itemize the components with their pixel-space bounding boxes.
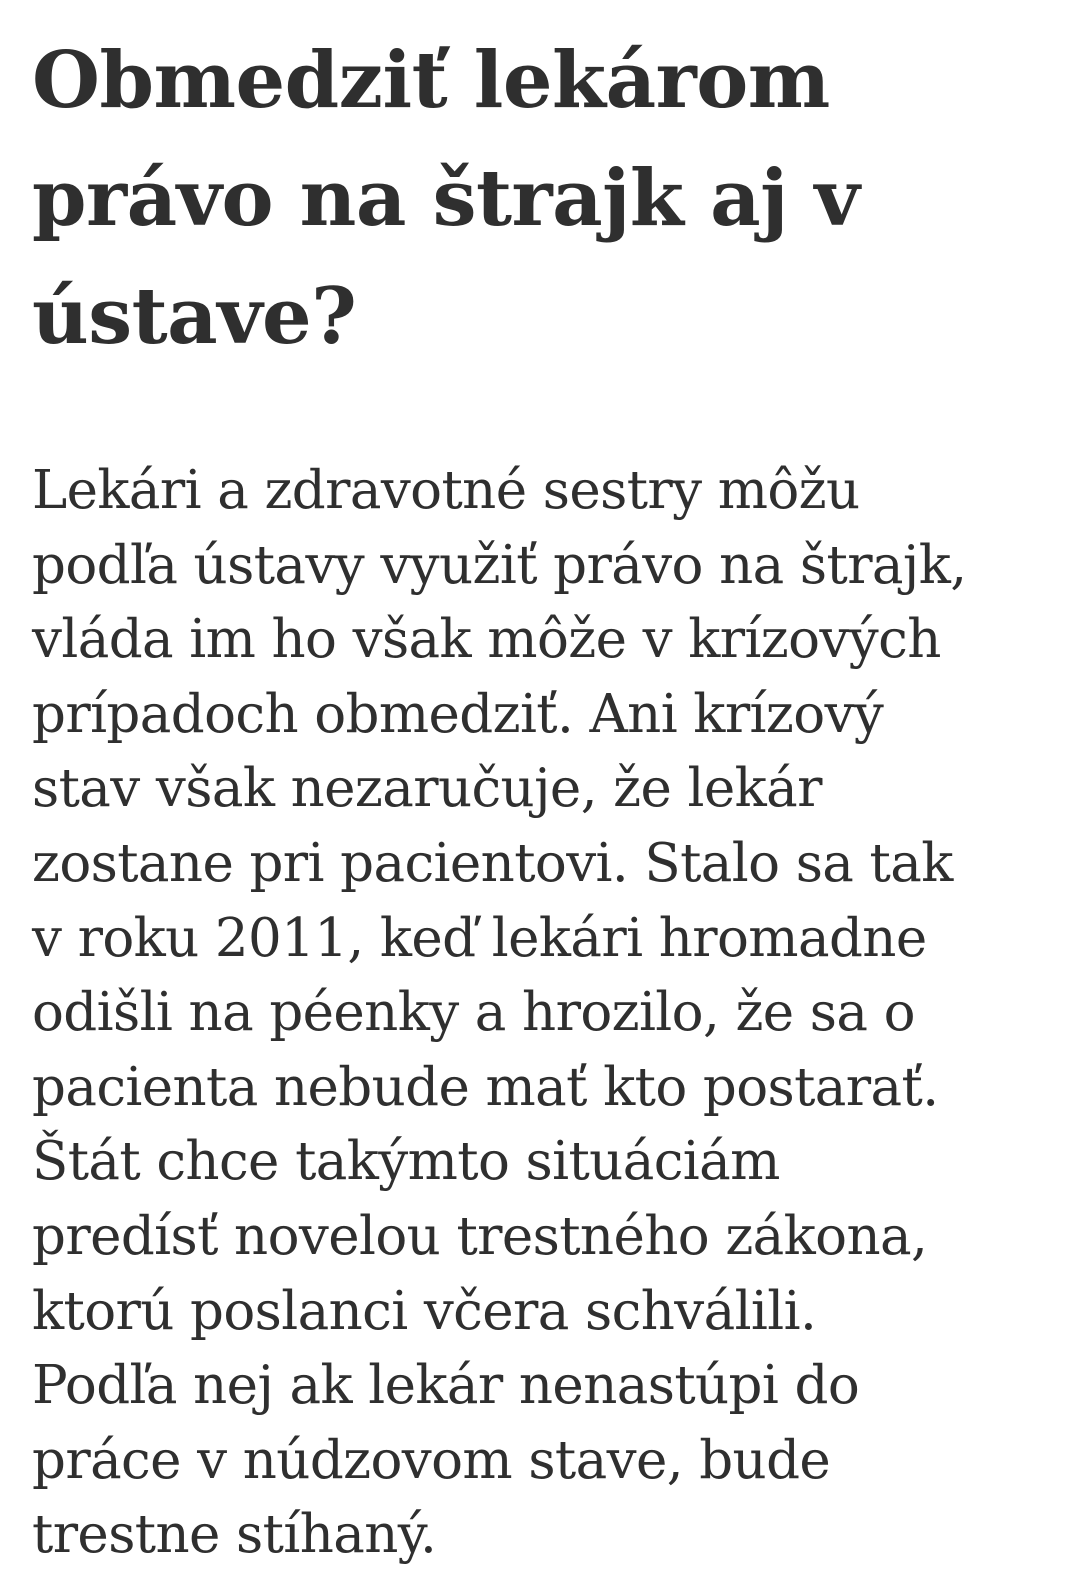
article-lead-line: práce v núdzovom stave, bude — [32, 1429, 831, 1491]
article-lead-line: Štát chce takýmto situáciám — [32, 1131, 780, 1193]
article-lead-line: zostane pri pacientovi. Stalo sa tak — [32, 832, 953, 894]
article-lead-line: ktorú poslanci včera schválili. — [32, 1280, 817, 1342]
article-title — [32, 0, 1062, 376]
article-lead-line: podľa ústavy využiť právo na štrajk, — [32, 534, 967, 596]
article-lead-line: v roku 2011, keď lekári hromadne — [32, 907, 927, 969]
article-lead-line: odišli na péenky a hrozilo, že sa o — [32, 982, 915, 1044]
article-title-line: Obmedziť lekárom — [32, 35, 830, 126]
article-lead-line: prípadoch obmedziť. Ani krízový — [32, 683, 884, 745]
article-lead-line: pacienta nebude mať kto postarať. — [32, 1056, 939, 1118]
article-lead-line: vláda im ho však môže v krízových — [32, 609, 941, 671]
article-title-line: ústave? — [32, 271, 357, 362]
article-lead-line: trestne stíhaný. — [32, 1504, 437, 1566]
article-lead-line: stav však nezaručuje, že lekár — [32, 758, 822, 820]
article-lead — [32, 454, 1062, 1573]
article-lead-line: Podľa nej ak lekár nenastúpi do — [32, 1355, 860, 1417]
article-title-line: právo na štrajk aj v — [32, 153, 860, 244]
article-lead-line: Lekári a zdravotné sestry môžu — [32, 460, 860, 521]
article-lead-line: predísť novelou trestného zákona, — [32, 1205, 928, 1267]
article — [32, 0, 1062, 1573]
